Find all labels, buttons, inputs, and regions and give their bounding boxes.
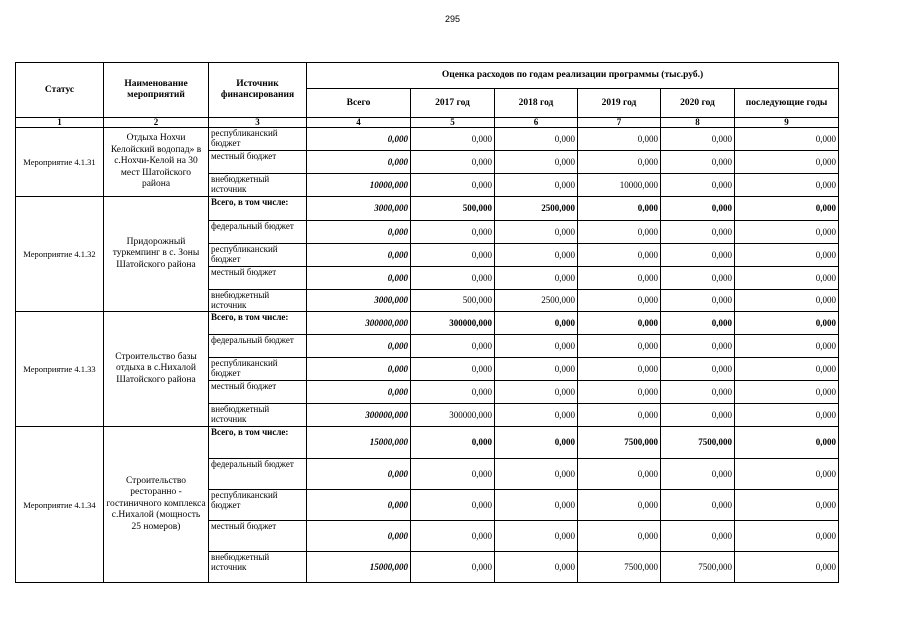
year-value: 0,000: [495, 521, 578, 552]
status-cell: Мероприятие 4.1.32: [16, 197, 104, 312]
year-value: 0,000: [411, 267, 495, 290]
year-value: 2500,000: [495, 197, 578, 221]
year-value: 0,000: [735, 174, 839, 197]
year-value: 0,000: [411, 174, 495, 197]
total-value: 0,000: [307, 490, 411, 521]
year-value: 0,000: [411, 521, 495, 552]
funding-source-cell: [209, 381, 307, 404]
header-col-2: 2018 год: [495, 89, 578, 118]
year-value: 0,000: [661, 290, 735, 312]
total-value: 300000,000: [307, 312, 411, 335]
year-value: 0,000: [411, 151, 495, 174]
year-value: 0,000: [661, 404, 735, 427]
year-value: 0,000: [661, 267, 735, 290]
funding-source: местный бюджет: [211, 151, 277, 161]
year-value: 0,000: [578, 358, 661, 381]
header-name: Наименование мероприятий: [104, 63, 209, 118]
year-value: 0,000: [495, 174, 578, 197]
year-value: 0,000: [578, 312, 661, 335]
total-value: 0,000: [307, 151, 411, 174]
year-value: 0,000: [411, 358, 495, 381]
year-value: 0,000: [578, 221, 661, 244]
total-value: 0,000: [307, 244, 411, 267]
funding-source: внебюджетный источник: [211, 174, 270, 194]
header-source: Источник финансирования: [209, 63, 307, 118]
funding-source-cell: [209, 290, 307, 312]
year-value: 0,000: [495, 244, 578, 267]
funding-source: республиканский бюджет: [211, 490, 278, 510]
funding-source: федеральный бюджет: [211, 335, 294, 345]
funding-source: Всего, в том числе:: [211, 312, 289, 322]
expense-table: [15, 62, 839, 583]
header-estimate: Оценка расходов по годам реализации программы (тыс.руб.): [307, 63, 839, 89]
year-value: 0,000: [661, 244, 735, 267]
column-number: 7: [578, 118, 661, 128]
year-value: 0,000: [735, 267, 839, 290]
year-value: 0,000: [661, 358, 735, 381]
year-value: 0,000: [735, 151, 839, 174]
total-value: 3000,000: [307, 197, 411, 221]
year-value: 7500,000: [661, 552, 735, 583]
funding-source: внебюджетный источник: [211, 404, 270, 424]
funding-source-cell: [209, 197, 307, 221]
funding-source: республиканский бюджет: [211, 128, 278, 148]
event-name: Придорожный туркемпинг в с. Зоны Шатойского района: [112, 236, 200, 270]
total-value: 0,000: [307, 335, 411, 358]
year-value: 7500,000: [661, 427, 735, 459]
year-value: 0,000: [411, 381, 495, 404]
year-value: 0,000: [495, 427, 578, 459]
year-value: 0,000: [735, 552, 839, 583]
year-value: 7500,000: [578, 552, 661, 583]
funding-source-cell: [209, 490, 307, 521]
total-value: 15000,000: [307, 552, 411, 583]
year-value: 0,000: [495, 459, 578, 490]
event-name-cell: [104, 427, 209, 583]
event-name-cell: [104, 312, 209, 427]
year-value: 0,000: [735, 290, 839, 312]
table-row: [16, 128, 839, 151]
year-value: 0,000: [578, 335, 661, 358]
year-value: 10000,000: [578, 174, 661, 197]
funding-source-cell: [209, 404, 307, 427]
year-value: 0,000: [495, 335, 578, 358]
funding-source: федеральный бюджет: [211, 221, 294, 231]
funding-source-cell: [209, 459, 307, 490]
year-value: 0,000: [661, 151, 735, 174]
funding-source: Всего, в том числе:: [211, 197, 289, 207]
event-name-cell: [104, 197, 209, 312]
status-cell: Мероприятие 4.1.31: [16, 128, 104, 197]
header-col-3: 2019 год: [578, 89, 661, 118]
column-number: 2: [104, 118, 209, 128]
year-value: 500,000: [411, 197, 495, 221]
year-value: 0,000: [578, 490, 661, 521]
total-value: 0,000: [307, 521, 411, 552]
header-col-5: последующие годы: [735, 89, 839, 118]
funding-source-cell: [209, 358, 307, 381]
funding-source: местный бюджет: [211, 267, 277, 277]
year-value: 0,000: [735, 358, 839, 381]
year-value: 0,000: [411, 552, 495, 583]
total-value: 10000,000: [307, 174, 411, 197]
year-value: 0,000: [495, 312, 578, 335]
year-value: 7500,000: [578, 427, 661, 459]
funding-source-cell: [209, 267, 307, 290]
year-value: 0,000: [578, 459, 661, 490]
column-number: 5: [411, 118, 495, 128]
year-value: 0,000: [661, 174, 735, 197]
header-col-4: 2020 год: [661, 89, 735, 118]
event-name-cell: [104, 128, 209, 197]
year-value: 0,000: [495, 381, 578, 404]
year-value: 0,000: [735, 197, 839, 221]
column-number: 6: [495, 118, 578, 128]
year-value: 0,000: [495, 151, 578, 174]
table-row: [16, 427, 839, 459]
year-value: 2500,000: [495, 290, 578, 312]
page-number: 295: [444, 14, 461, 24]
year-value: 0,000: [411, 128, 495, 151]
year-value: 0,000: [495, 358, 578, 381]
year-value: 0,000: [661, 459, 735, 490]
year-value: 0,000: [735, 427, 839, 459]
total-value: 15000,000: [307, 427, 411, 459]
year-value: 0,000: [735, 335, 839, 358]
year-value: 0,000: [411, 427, 495, 459]
year-value: 0,000: [578, 290, 661, 312]
year-value: 0,000: [578, 381, 661, 404]
year-value: 0,000: [661, 221, 735, 244]
year-value: 0,000: [578, 197, 661, 221]
year-value: 0,000: [735, 459, 839, 490]
year-value: 0,000: [578, 521, 661, 552]
funding-source-cell: [209, 427, 307, 459]
event-name: Строительство ресторанно - гостиничного комплекса с.Нихалой (мощность 25 номеров): [106, 475, 206, 532]
total-value: 0,000: [307, 381, 411, 404]
year-value: 0,000: [661, 335, 735, 358]
year-value: 0,000: [735, 381, 839, 404]
funding-source-cell: [209, 521, 307, 552]
column-number: 3: [209, 118, 307, 128]
funding-source: Всего, в том числе:: [211, 427, 289, 437]
funding-source-cell: [209, 552, 307, 583]
year-value: 0,000: [578, 151, 661, 174]
total-value: 0,000: [307, 221, 411, 244]
funding-source: федеральный бюджет: [211, 459, 294, 469]
header-col-1: 2017 год: [411, 89, 495, 118]
column-number: 4: [307, 118, 411, 128]
year-value: 0,000: [578, 244, 661, 267]
year-value: 0,000: [735, 490, 839, 521]
funding-source-cell: [209, 244, 307, 267]
funding-source-cell: [209, 151, 307, 174]
funding-source: республиканский бюджет: [211, 244, 278, 264]
column-number: 1: [16, 118, 104, 128]
event-name: Строительство базы отдыха в с.Нихалой Шатойского района: [115, 351, 197, 385]
total-value: 3000,000: [307, 290, 411, 312]
year-value: 0,000: [735, 244, 839, 267]
table-row: [16, 197, 839, 221]
total-value: 0,000: [307, 128, 411, 151]
year-value: 0,000: [661, 381, 735, 404]
year-value: 0,000: [411, 459, 495, 490]
year-value: 0,000: [495, 490, 578, 521]
year-value: 0,000: [661, 490, 735, 521]
year-value: 500,000: [411, 290, 495, 312]
total-value: 0,000: [307, 358, 411, 381]
funding-source: местный бюджет: [211, 521, 277, 531]
funding-source: местный бюджет: [211, 381, 277, 391]
total-value: 0,000: [307, 267, 411, 290]
funding-source-cell: [209, 128, 307, 151]
funding-source-cell: [209, 312, 307, 335]
funding-source: республиканский бюджет: [211, 358, 278, 378]
year-value: 0,000: [735, 128, 839, 151]
funding-source: внебюджетный источник: [211, 290, 270, 310]
year-value: 0,000: [578, 128, 661, 151]
funding-source: внебюджетный источник: [211, 552, 270, 572]
column-number: 9: [735, 118, 839, 128]
funding-source-cell: [209, 174, 307, 197]
year-value: 0,000: [411, 221, 495, 244]
total-value: 0,000: [307, 459, 411, 490]
year-value: 0,000: [735, 404, 839, 427]
year-value: 0,000: [495, 267, 578, 290]
year-value: 0,000: [661, 312, 735, 335]
table-row: [16, 312, 839, 335]
status-cell: Мероприятие 4.1.33: [16, 312, 104, 427]
year-value: 0,000: [735, 221, 839, 244]
status-cell: Мероприятие 4.1.34: [16, 427, 104, 583]
year-value: 0,000: [411, 335, 495, 358]
header-col-0: Всего: [307, 89, 411, 118]
year-value: 0,000: [661, 197, 735, 221]
year-value: 300000,000: [411, 404, 495, 427]
year-value: 300000,000: [411, 312, 495, 335]
year-value: 0,000: [495, 552, 578, 583]
year-value: 0,000: [661, 128, 735, 151]
total-value: 300000,000: [307, 404, 411, 427]
header-status: Статус: [16, 63, 104, 118]
year-value: 0,000: [735, 521, 839, 552]
year-value: 0,000: [578, 404, 661, 427]
funding-source-cell: [209, 221, 307, 244]
year-value: 0,000: [495, 128, 578, 151]
year-value: 0,000: [495, 404, 578, 427]
year-value: 0,000: [411, 244, 495, 267]
column-number: 8: [661, 118, 735, 128]
year-value: 0,000: [661, 521, 735, 552]
year-value: 0,000: [735, 312, 839, 335]
year-value: 0,000: [411, 490, 495, 521]
year-value: 0,000: [578, 267, 661, 290]
event-name: Отдыха Нохчи Келойский водопад» в с.Нохчи-Келой на 30 мест Шатойского района: [110, 133, 202, 190]
funding-source-cell: [209, 335, 307, 358]
year-value: 0,000: [495, 221, 578, 244]
